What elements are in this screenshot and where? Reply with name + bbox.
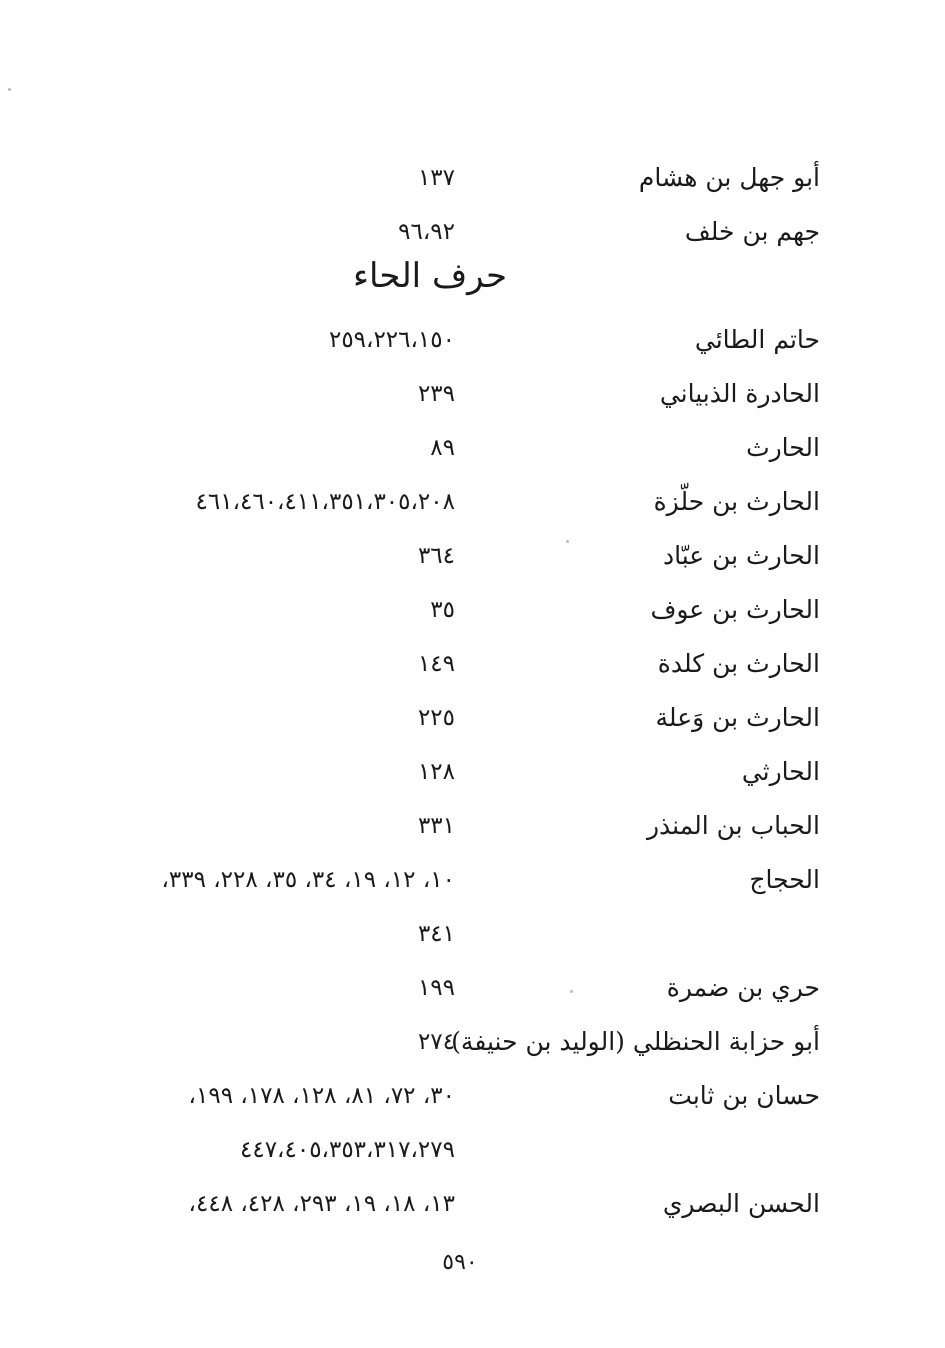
entry-name: الحارث بن وَعلة <box>655 703 820 732</box>
entry-name: الحارث بن عبّاد <box>662 541 820 570</box>
entry-pages: ٣٦٤ <box>417 543 455 569</box>
index-entry <box>60 1076 830 1116</box>
entry-name: الحارثي <box>741 757 820 786</box>
entry-pages: ٢٣٩ <box>417 381 455 407</box>
index-entry <box>60 752 830 792</box>
entry-pages: ٣٣١ <box>417 813 455 839</box>
entry-pages: ٩٦،٩٢ <box>398 219 455 245</box>
entry-pages: ١٠، ١٢، ١٩، ٣٤، ٣٥، ٢٢٨، ٣٣٩، <box>161 867 455 893</box>
entry-name: الحجاج <box>749 865 820 894</box>
index-entry <box>60 1184 830 1224</box>
entry-name: أبو جهل بن هشام <box>638 163 820 192</box>
scan-speck <box>566 540 569 543</box>
entry-pages: ١٤٩ <box>417 651 455 677</box>
index-entry <box>60 968 830 1008</box>
entry-pages: ٨٩ <box>430 435 455 461</box>
index-entry-continuation <box>60 914 830 954</box>
index-entry <box>60 536 830 576</box>
entry-name: حسان بن ثابت <box>668 1081 820 1110</box>
entry-pages: ١٣، ١٨، ١٩، ٢٩٣، ٤٢٨، ٤٤٨، <box>188 1191 455 1217</box>
index-entry <box>60 644 830 684</box>
page-number: ٥٩٠ <box>442 1250 478 1275</box>
scan-speck <box>8 88 11 91</box>
index-entry <box>60 158 830 198</box>
index-entry <box>60 590 830 630</box>
entry-pages: ١٩٩ <box>417 975 455 1001</box>
scan-speck <box>570 990 573 993</box>
index-entry <box>60 482 830 522</box>
entry-name: أبو حزابة الحنظلي (الوليد بن حنيفة) <box>451 1027 820 1056</box>
entry-pages: ٣٤١ <box>417 921 455 947</box>
entry-name: الحارث <box>746 433 820 462</box>
index-entry <box>60 698 830 738</box>
entry-name: حاتم الطائي <box>694 325 820 354</box>
entry-name: جهم بن خلف <box>684 217 820 246</box>
index-entry <box>60 428 830 468</box>
entry-pages: ٤٤٧،٤٠٥،٣٥٣،٣١٧،٢٧٩ <box>240 1137 455 1163</box>
index-entry <box>60 860 830 900</box>
index-entry-continuation <box>60 1130 830 1170</box>
entry-pages: ٢٥٩،٢٢٦،١٥٠ <box>328 327 455 353</box>
entry-name: الحارث بن كلدة <box>657 649 820 678</box>
entry-name: حري بن ضمرة <box>666 973 820 1002</box>
index-entry <box>60 212 830 252</box>
section-heading: حرف الحاء <box>353 256 507 296</box>
entry-pages: ٢٧٤ <box>417 1029 455 1055</box>
entry-name: الحسن البصري <box>662 1189 820 1218</box>
entry-pages: ٢٢٥ <box>417 705 455 731</box>
entry-name: الحادرة الذبياني <box>659 379 820 408</box>
entry-pages: ٤٦١،٤٦٠،٤١١،٣٥١،٣٠٥،٢٠٨ <box>195 489 455 515</box>
entry-pages: ٣٥ <box>430 597 455 623</box>
entry-name: الحارث بن حلّزة <box>653 487 820 516</box>
index-entry <box>60 1022 830 1062</box>
index-entry <box>60 806 830 846</box>
index-entry <box>60 374 830 414</box>
index-entry <box>60 320 830 360</box>
entry-pages: ١٣٧ <box>417 165 455 191</box>
entry-pages: ٣٠، ٧٢، ٨١، ١٢٨، ١٧٨، ١٩٩، <box>188 1083 455 1109</box>
entry-name: الحباب بن المنذر <box>646 811 820 840</box>
entry-pages: ١٢٨ <box>417 759 455 785</box>
entry-name: الحارث بن عوف <box>650 595 820 624</box>
